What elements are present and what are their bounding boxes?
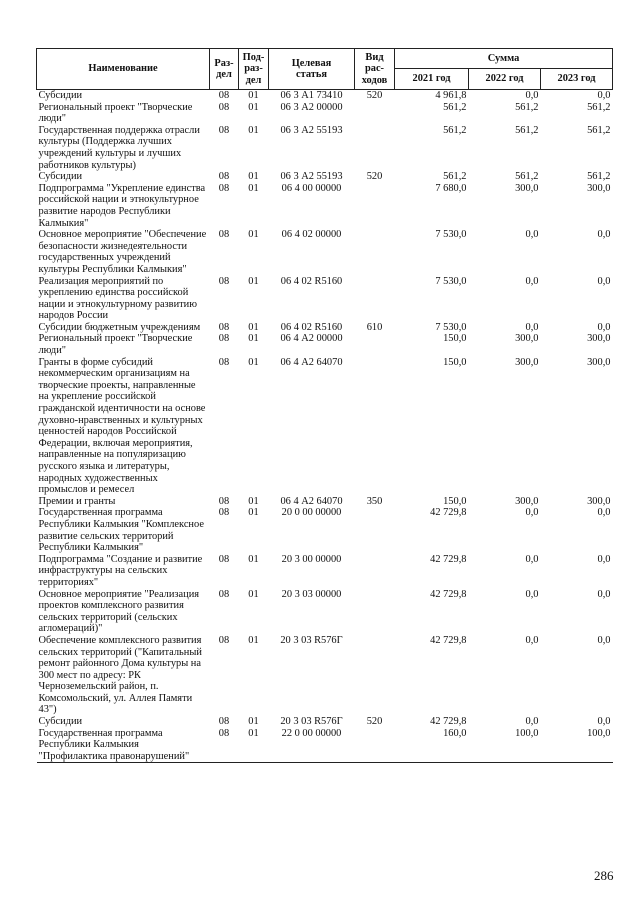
row-name: Субсидии [38, 90, 83, 101]
row-podrazdel: 01 [248, 321, 259, 333]
row-razdel: 08 [218, 182, 230, 194]
row-amount-2022: 0,0 [525, 275, 539, 287]
row-podrazdel: 01 [248, 124, 259, 136]
row-name: Государственная программа Республики Калмыкия "Комплексное развитие сельских территорий Республики Калмыкия" [38, 507, 204, 554]
header-year-2021: 2021 год [395, 69, 469, 90]
row-razdel: 08 [218, 101, 230, 113]
row-expense-type [355, 276, 395, 322]
row-amount-2023: 0,0 [597, 507, 611, 519]
row-expense-type [355, 507, 395, 553]
row-target-article: 06 3 А2 00000 [280, 101, 343, 113]
row-amount-2021: 561,2 [443, 124, 467, 136]
row-amount-2023: 300,0 [587, 495, 611, 507]
row-name: Субсидии бюджетным учреждениям [38, 321, 201, 333]
row-name: Премии и гранты [38, 495, 116, 507]
row-amount-2022: 0,0 [525, 588, 539, 600]
row-amount-2022: 0,0 [525, 634, 539, 646]
row-expense-type: 520 [366, 171, 383, 183]
row-amount-2022: 561,2 [515, 101, 539, 113]
row-target-article: 06 4 А2 64070 [280, 495, 343, 507]
row-name: Государственная поддержка отрасли культуры (Поддержка лучших учреждений культуры и лучших работников культуры) [38, 124, 200, 171]
row-amount-2022: 0,0 [525, 716, 539, 728]
table-row [37, 333, 613, 356]
row-amount-2021: 42 729,8 [430, 507, 467, 519]
row-target-article: 20 3 03 R576Г [280, 716, 343, 728]
row-amount-2022: 0,0 [525, 321, 539, 333]
row-podrazdel: 01 [248, 90, 259, 101]
row-expense-type [355, 635, 395, 716]
row-amount-2023: 0,0 [597, 588, 611, 600]
header-podrazdel: Под- раз- дел [239, 49, 269, 90]
row-target-article: 06 4 А2 64070 [280, 356, 343, 368]
row-amount-2021: 7 530,0 [435, 229, 467, 241]
row-expense-type [355, 102, 395, 125]
row-target-article: 20 3 03 00000 [281, 588, 342, 600]
row-amount-2023: 300,0 [587, 356, 611, 368]
row-podrazdel: 01 [239, 728, 269, 763]
row-amount-2023: 561,2 [587, 124, 611, 136]
row-amount-2022: 300,0 [515, 333, 539, 345]
table-row [37, 507, 613, 553]
row-razdel: 08 [210, 728, 239, 763]
row-podrazdel: 01 [248, 275, 259, 287]
table-row [37, 554, 613, 589]
table-row [37, 229, 613, 275]
row-razdel: 08 [218, 229, 230, 241]
row-amount-2023: 0,0 [597, 634, 611, 646]
row-name: Подпрограмма "Укрепление единства российской нации и этнокультурное развитие народов Республики Калмыкия" [38, 182, 206, 229]
row-podrazdel: 01 [248, 229, 259, 241]
row-amount-2022: 0,0 [525, 553, 539, 565]
table-row [37, 496, 613, 508]
row-name: Гранты в форме субсидий некоммерческим организациям на творческие проекты, направленные на укрепление российской гражданской идентичности на основе духовно-нравственных и культурных ценностей народов Российской Федерации, включая мероприятия, направленные на популяризацию русского языка и литературы, народных художественных промыслов и ремесел [38, 356, 206, 496]
header-razdel: Раз- дел [210, 49, 239, 90]
row-amount-2023: 300,0 [587, 182, 611, 194]
row-amount-2021: 561,2 [443, 101, 467, 113]
row-amount-2021: 150,0 [443, 333, 467, 345]
row-podrazdel: 01 [248, 507, 259, 519]
table-row [37, 635, 613, 716]
row-name: Основное мероприятие "Реализация проектов комплексного развития сельских территорий (сельских агломераций)" [38, 588, 200, 635]
header-target-article: Целевая статья [269, 49, 355, 90]
header-year-2023: 2023 год [541, 69, 613, 90]
row-razdel: 08 [218, 495, 230, 507]
row-razdel: 08 [218, 634, 230, 646]
row-amount-2022: 300,0 [515, 356, 539, 368]
row-target-article: 06 3 А2 55193 [280, 171, 343, 183]
table-row [37, 183, 613, 229]
row-amount-2023: 0,0 [597, 716, 611, 728]
table-row [37, 589, 613, 635]
row-target-article: 06 3 А1 73410 [280, 90, 343, 101]
row-podrazdel: 01 [248, 588, 259, 600]
row-amount-2021: 160,0 [395, 728, 469, 763]
header-sum: Сумма [395, 49, 613, 69]
row-expense-type: 350 [366, 495, 383, 507]
row-razdel: 08 [218, 588, 230, 600]
row-name: Региональный проект "Творческие люди" [38, 333, 193, 357]
row-razdel: 08 [218, 356, 230, 368]
row-expense-type: 610 [366, 321, 383, 333]
row-amount-2021: 150,0 [443, 495, 467, 507]
row-podrazdel: 01 [248, 171, 259, 183]
row-amount-2022: 100,0 [469, 728, 541, 763]
row-amount-2023: 561,2 [587, 101, 611, 113]
header-expense-type: Вид рас- ходов [355, 49, 395, 90]
table-row [37, 276, 613, 322]
row-amount-2022: 300,0 [515, 182, 539, 194]
row-name: Подпрограмма "Создание и развитие инфраструктуры на сельских территориях" [38, 553, 203, 588]
row-amount-2023: 0,0 [597, 553, 611, 565]
row-amount-2022: 0,0 [525, 229, 539, 241]
row-razdel: 08 [218, 90, 230, 101]
row-expense-type [355, 125, 395, 171]
row-expense-type [355, 728, 395, 763]
row-amount-2021: 42 729,8 [430, 553, 467, 565]
header-year-2022: 2022 год [469, 69, 541, 90]
row-podrazdel: 01 [248, 495, 259, 507]
row-expense-type [355, 183, 395, 229]
row-amount-2023: 300,0 [587, 333, 611, 345]
table-row [37, 90, 613, 102]
row-amount-2021: 4 961,8 [435, 90, 467, 101]
row-razdel: 08 [218, 507, 230, 519]
row-amount-2021: 150,0 [443, 356, 467, 368]
row-expense-type: 520 [366, 716, 383, 728]
row-podrazdel: 01 [248, 553, 259, 565]
row-podrazdel: 01 [248, 333, 259, 345]
row-razdel: 08 [218, 716, 230, 728]
row-razdel: 08 [218, 171, 230, 183]
row-razdel: 08 [218, 124, 230, 136]
table-row [37, 171, 613, 183]
page-number: 286 [594, 868, 614, 883]
row-amount-2023: 0,0 [597, 229, 611, 241]
row-name: Региональный проект "Творческие люди" [38, 101, 193, 125]
table-row [37, 716, 613, 728]
row-podrazdel: 01 [248, 182, 259, 194]
row-razdel: 08 [218, 553, 230, 565]
row-target-article: 06 4 02 00000 [281, 229, 342, 241]
row-name: Обеспечение комплексного развития сельских территорий ("Капитальный ремонт районного Дома культуры на 300 мест по адресу: РК Черноземельский район, п. Комсомольский, ул. Аллея Памяти 43") [38, 634, 202, 716]
row-amount-2023: 0,0 [597, 90, 611, 101]
row-name: Государственная программа Республики Калмыкия "Профилактика правонарушений" [37, 728, 210, 763]
row-target-article: 06 4 02 R5160 [280, 321, 343, 333]
row-amount-2023: 0,0 [597, 275, 611, 287]
row-target-article: 20 0 00 00000 [281, 507, 342, 519]
row-amount-2023: 561,2 [587, 171, 611, 183]
budget-table [36, 48, 613, 763]
row-amount-2022: 0,0 [525, 507, 539, 519]
row-target-article: 20 3 03 R576Г [280, 634, 343, 646]
row-expense-type [355, 333, 395, 356]
row-amount-2021: 7 680,0 [435, 182, 467, 194]
row-expense-type [355, 357, 395, 496]
row-expense-type [355, 554, 395, 589]
row-target-article: 06 3 А2 55193 [280, 124, 343, 136]
row-amount-2022: 561,2 [515, 124, 539, 136]
row-expense-type [355, 589, 395, 635]
table-row [37, 728, 613, 763]
row-expense-type [355, 229, 395, 275]
header-name: Наименование [37, 49, 210, 90]
row-podrazdel: 01 [248, 716, 259, 728]
table-row [37, 357, 613, 496]
row-amount-2021: 42 729,8 [430, 716, 467, 728]
row-amount-2021: 561,2 [443, 171, 467, 183]
row-amount-2021: 42 729,8 [430, 634, 467, 646]
row-amount-2021: 7 530,0 [435, 275, 467, 287]
row-amount-2021: 7 530,0 [435, 321, 467, 333]
table-body [37, 90, 613, 763]
row-razdel: 08 [218, 333, 230, 345]
row-amount-2022: 300,0 [515, 495, 539, 507]
row-amount-2023: 0,0 [597, 321, 611, 333]
row-name: Субсидии [38, 716, 83, 728]
row-target-article: 06 4 А2 00000 [280, 333, 343, 345]
row-podrazdel: 01 [248, 101, 259, 113]
row-name: Основное мероприятие "Обеспечение безопасности жизнедеятельности государственных учреждений культуры Республики Калмыкия" [38, 229, 207, 275]
row-podrazdel: 01 [248, 634, 259, 646]
row-razdel: 08 [218, 275, 230, 287]
row-expense-type: 520 [366, 90, 383, 101]
row-amount-2022: 0,0 [525, 90, 539, 101]
row-amount-2022: 561,2 [515, 171, 539, 183]
row-amount-2023: 100,0 [541, 728, 613, 763]
row-name: Субсидии [38, 171, 83, 183]
row-target-article: 20 3 00 00000 [281, 553, 342, 565]
row-target-article: 22 0 00 00000 [269, 728, 355, 763]
row-target-article: 06 4 00 00000 [281, 182, 342, 194]
row-target-article: 06 4 02 R5160 [280, 275, 343, 287]
row-podrazdel: 01 [248, 356, 259, 368]
row-amount-2021: 42 729,8 [430, 588, 467, 600]
row-razdel: 08 [218, 321, 230, 333]
table-row [37, 125, 613, 171]
table-row [37, 102, 613, 125]
table-row [37, 322, 613, 334]
row-name: Реализация мероприятий по укреплению единства российской нации и этнокультурному развитию народов России [38, 275, 197, 322]
